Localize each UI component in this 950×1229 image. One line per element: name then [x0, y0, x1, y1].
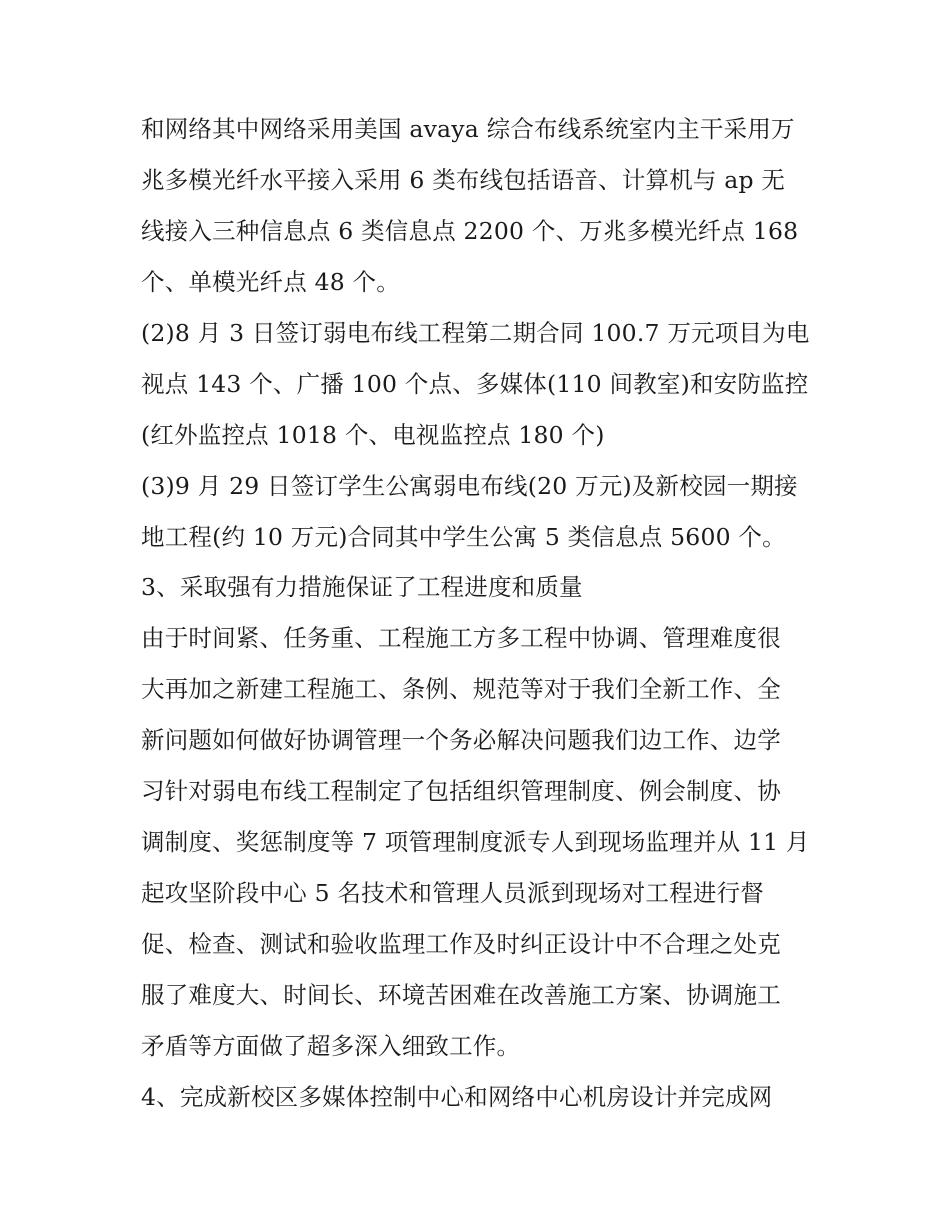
text-line: 新问题如何做好协调管理一个务必解决问题我们边工作、边学 — [141, 726, 781, 754]
text-line: (红外监控点 1018 个、电视监控点 180 个) — [141, 421, 605, 449]
text-line: 习针对弱电布线工程制定了包括组织管理制度、例会制度、协 — [141, 777, 781, 805]
text-line: 兆多模光纤水平接入采用 6 类布线包括语音、计算机与 ap 无 — [141, 166, 786, 194]
text-line: 个、单模光纤点 48 个。 — [141, 268, 400, 296]
text-line: (2)8 月 3 日签订弱电布线工程第二期合同 100.7 万元项目为电 — [141, 319, 810, 347]
text-line: 由于时间紧、任务重、工程施工方多工程中协调、管理难度很 — [141, 624, 781, 652]
text-line: (3)9 月 29 日签订学生公寓弱电布线(20 万元)及新校园一期接 — [141, 472, 798, 500]
text-line: 起攻坚阶段中心 5 名技术和管理人员派到现场对工程进行督 — [141, 879, 764, 907]
section-heading: 4、完成新校区多媒体控制中心和网络中心机房设计并完成网 — [141, 1083, 773, 1111]
text-line: 地工程(约 10 万元)合同其中学生公寓 5 类信息点 5600 个。 — [141, 523, 786, 551]
text-line: 服了难度大、时间长、环境苦困难在改善施工方案、协调施工 — [141, 981, 781, 1009]
section-heading: 3、采取强有力措施保证了工程进度和质量 — [141, 573, 583, 601]
text-line: 线接入三种信息点 6 类信息点 2200 个、万兆多模光纤点 168 — [141, 217, 799, 245]
text-line: 调制度、奖惩制度等 7 项管理制度派专人到现场监理并从 11 月 — [141, 828, 810, 856]
text-line: 矛盾等方面做了超多深入细致工作。 — [141, 1032, 521, 1060]
text-line: 大再加之新建工程施工、条例、规范等对于我们全新工作、全 — [141, 675, 781, 703]
text-line: 促、检查、测试和验收监理工作及时纠正设计中不合理之处克 — [141, 930, 781, 958]
text-line: 和网络其中网络采用美国 avaya 综合布线系统室内主干采用万 — [141, 115, 795, 143]
text-line: 视点 143 个、广播 100 个点、多媒体(110 间教室)和安防监控 — [141, 370, 809, 398]
